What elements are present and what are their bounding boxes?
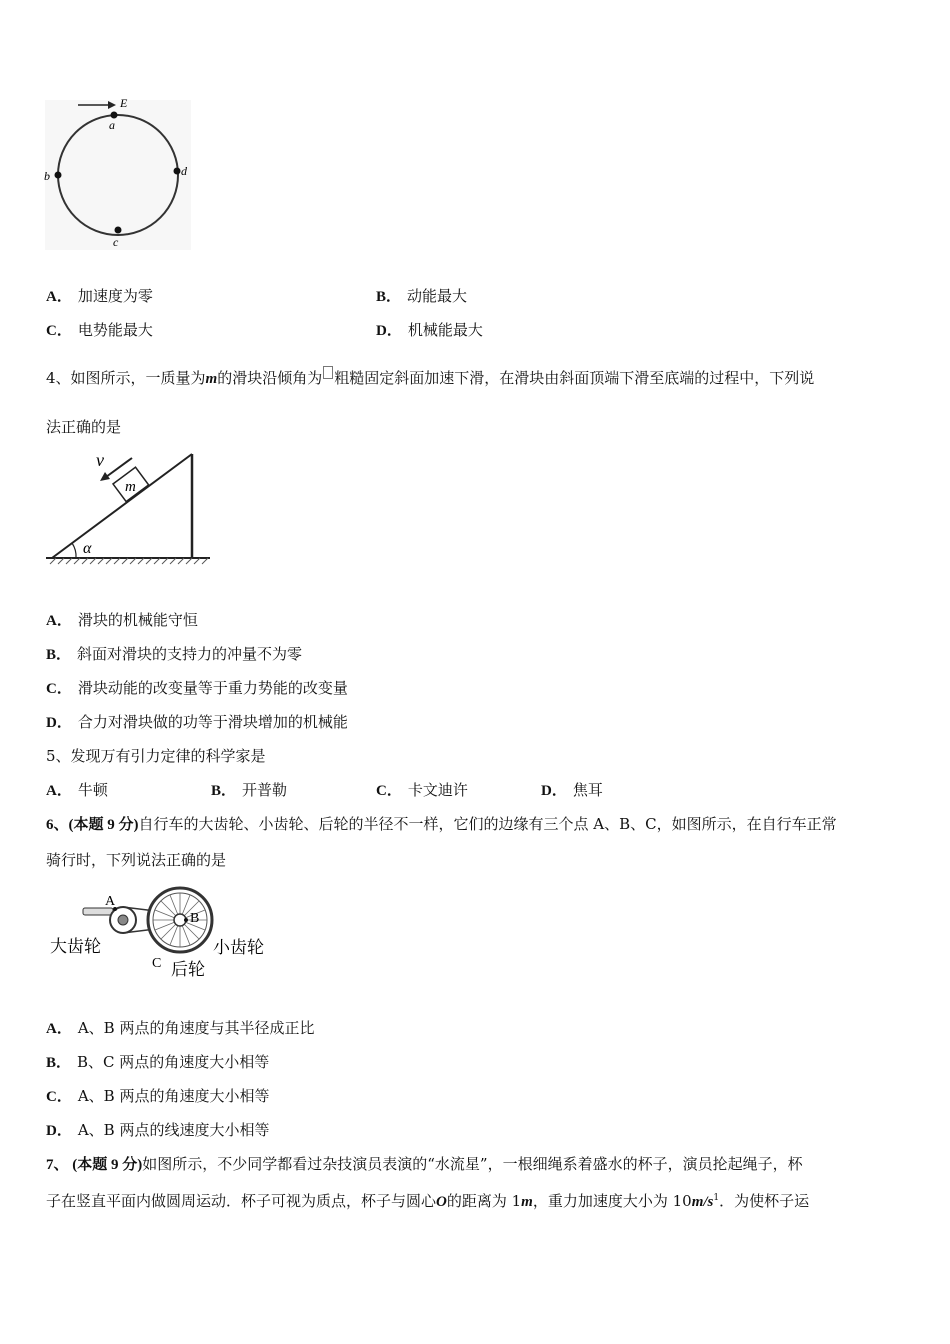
q4-incline-surface	[52, 454, 192, 558]
q6-stem-prefix: 6、(本题 9 分)	[46, 817, 139, 833]
q6-option-a[interactable]	[46, 1017, 314, 1038]
q4-option-c[interactable]	[46, 677, 348, 698]
q7-stem-line2-d: ．为使杯子运	[719, 1192, 810, 1210]
q5-stem: 5、发现万有引力定律的科学家是	[46, 747, 266, 765]
q4-var-m: m	[205, 371, 218, 387]
q4-velocity-arrow-head	[100, 472, 110, 481]
q4-label-v: v	[96, 450, 104, 470]
q6-option-c[interactable]	[46, 1085, 269, 1106]
q3-option-c[interactable]	[46, 319, 153, 340]
q3-label-d: d	[181, 164, 187, 178]
q3-point-d	[174, 168, 181, 175]
q5-option-d[interactable]	[541, 779, 603, 800]
q7-stem-line2-b: 的距离为 1	[446, 1192, 522, 1210]
q4-stem-part2: 的滑块沿倾角为	[217, 369, 323, 387]
q6-bicycle-gear-figure	[50, 885, 280, 980]
q4-option-b-letter: B．	[46, 647, 72, 663]
q3-option-b[interactable]	[376, 285, 467, 306]
q5-option-b-text: 开普勒	[242, 781, 288, 799]
q6-rear-wheel-label: 后轮	[171, 960, 205, 979]
q4-option-a-text: 滑块的机械能守恒	[77, 611, 198, 629]
q4-option-d[interactable]	[46, 711, 348, 732]
q3-point-c	[115, 227, 122, 234]
q6-option-d-letter: D．	[46, 1123, 72, 1139]
q4-option-d-text: 合力对滑块做的功等于滑块增加的机械能	[77, 713, 348, 731]
q3-option-d-letter: D．	[376, 323, 402, 339]
q5-option-b-letter: B．	[211, 783, 237, 799]
q6-stem-text: 自行车的大齿轮、小齿轮、后轮的半径不一样，它们的边缘有三个点 A、B、C，如图所示，在自行车正常	[138, 815, 837, 833]
q6-point-b	[184, 918, 188, 922]
q6-label-b: B	[190, 911, 200, 926]
q7-stem-line2	[46, 1190, 809, 1211]
q4-stem-part1: 4、如图所示，一质量为	[46, 369, 206, 387]
q6-option-b-text: B、C 两点的角速度大小相等	[77, 1053, 270, 1071]
q6-option-d-text: A、B 两点的线速度大小相等	[77, 1121, 270, 1139]
q6-pedal-crank	[83, 908, 113, 915]
q4-option-b-text: 斜面对滑块的支持力的冲量不为零	[77, 645, 303, 663]
q7-var-m: m	[521, 1194, 533, 1210]
q3-option-a-text: 加速度为零	[77, 287, 153, 305]
q4-option-b[interactable]	[46, 643, 302, 664]
q6-stem-line1	[46, 813, 837, 834]
q5-option-a-text: 牛顿	[77, 781, 108, 799]
q3-option-a[interactable]	[46, 285, 153, 306]
q7-stem-text: 如图所示，不少同学都看过杂技演员表演的“水流星”，一根细绳系着盛水的杯子，演员抡起绳子，杯	[142, 1155, 803, 1173]
q3-option-a-letter: A．	[46, 289, 72, 305]
q6-label-a: A	[105, 894, 116, 909]
q6-option-a-letter: A．	[46, 1021, 72, 1037]
q5-option-c-letter: C．	[376, 783, 402, 799]
q3-point-b	[55, 172, 62, 179]
q4-option-d-letter: D．	[46, 715, 72, 731]
q6-option-c-letter: C．	[46, 1089, 72, 1105]
q3-label-b: b	[44, 169, 50, 183]
q7-stem-line2-c: ，重力加速度大小为 10	[532, 1192, 692, 1210]
q4-option-c-letter: C．	[46, 681, 72, 697]
q7-var-ms: m/s	[691, 1194, 714, 1210]
q5-option-b[interactable]	[211, 779, 287, 800]
q4-label-m: m	[125, 479, 136, 495]
q5-option-a[interactable]	[46, 779, 108, 800]
q4-stem-line1	[46, 366, 814, 388]
q5-option-c-text: 卡文迪许	[407, 781, 468, 799]
q6-option-b[interactable]	[46, 1051, 269, 1072]
q3-label-E: E	[120, 96, 128, 110]
q5-option-d-letter: D．	[541, 783, 567, 799]
q6-big-gear-label: 大齿轮	[50, 937, 101, 956]
q6-option-c-text: A、B 两点的角速度大小相等	[77, 1087, 270, 1105]
q4-stem-part3: 粗糙固定斜面加速下滑，在滑块由斜面顶端下滑至底端的过程中，下列说	[334, 369, 815, 387]
q6-stem-line2: 骑行时，下列说法正确的是	[46, 851, 227, 869]
q6-option-b-letter: B．	[46, 1055, 72, 1071]
q6-option-a-text: A、B 两点的角速度与其半径成正比	[77, 1019, 315, 1037]
q5-option-d-text: 焦耳	[572, 781, 603, 799]
q6-big-gear-hub	[118, 915, 128, 925]
q3-option-d[interactable]	[376, 319, 483, 340]
q5-option-a-letter: A．	[46, 783, 72, 799]
q3-option-b-letter: B．	[376, 289, 402, 305]
missing-glyph-box	[323, 366, 333, 379]
q3-option-c-text: 电势能最大	[77, 321, 153, 339]
q4-option-a[interactable]	[46, 609, 198, 630]
q4-label-alpha: α	[83, 540, 92, 557]
q3-option-c-letter: C．	[46, 323, 72, 339]
q4-option-c-text: 滑块动能的改变量等于重力势能的改变量	[77, 679, 348, 697]
q3-label-c: c	[113, 235, 119, 249]
q7-stem-prefix: 7、 (本题 9 分)	[46, 1157, 143, 1173]
q3-option-d-text: 机械能最大	[407, 321, 483, 339]
q4-angle-arc	[72, 543, 76, 558]
q3-option-b-text: 动能最大	[407, 287, 468, 305]
q7-stem-line1	[46, 1153, 803, 1174]
q6-small-gear-label: 小齿轮	[213, 938, 264, 957]
q4-stem-line2: 法正确的是	[46, 418, 122, 436]
q6-option-d[interactable]	[46, 1119, 269, 1140]
q6-label-c: C	[152, 956, 162, 971]
q3-label-a: a	[109, 118, 115, 132]
q7-superscript: 1	[713, 1193, 720, 1203]
q4-incline-figure	[40, 448, 220, 573]
q3-circle-figure	[40, 92, 200, 252]
q5-option-c[interactable]	[376, 779, 468, 800]
q7-var-O: O	[436, 1194, 447, 1210]
q4-option-a-letter: A．	[46, 613, 72, 629]
q7-stem-line2-a: 子在竖直平面内做圆周运动．杯子可视为质点，杯子与圆心	[46, 1192, 437, 1210]
